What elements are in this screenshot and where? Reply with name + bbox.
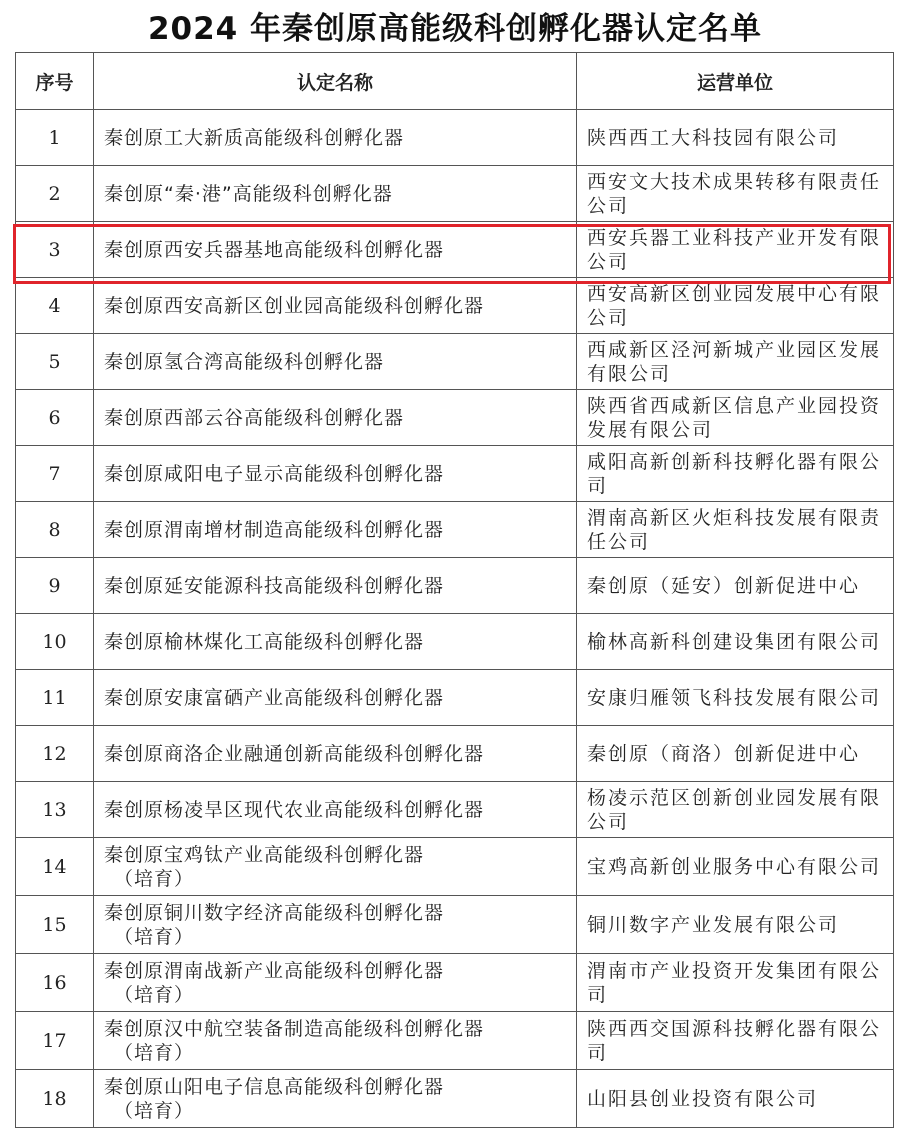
row-cert-name	[94, 278, 577, 334]
cert-name-text: 秦创原汉中航空装备制造高能级科创孵化器	[104, 1017, 485, 1040]
row-number: 4	[16, 278, 94, 334]
cert-name-text: 秦创原榆林煤化工高能级科创孵化器	[104, 630, 425, 653]
row-number: 17	[16, 1012, 94, 1070]
row-cert-name	[94, 1012, 577, 1070]
row-number: 3	[16, 222, 94, 278]
header-no: 序号	[16, 53, 94, 110]
cert-name-text: 秦创原咸阳电子显示高能级科创孵化器	[104, 462, 445, 485]
row-operating-unit: 陕西省西咸新区信息产业园投资发展有限公司	[577, 390, 894, 446]
table-row	[16, 446, 894, 502]
row-operating-unit: 安康归雁领飞科技发展有限公司	[577, 670, 894, 726]
row-number: 6	[16, 390, 94, 446]
row-operating-unit: 西安高新区创业园发展中心有限公司	[577, 278, 894, 334]
row-operating-unit: 秦创原（延安）创新促进中心	[577, 558, 894, 614]
cert-name-text: 秦创原西安高新区创业园高能级科创孵化器	[104, 294, 485, 317]
row-cert-name	[94, 670, 577, 726]
row-cert-name	[94, 614, 577, 670]
row-operating-unit: 渭南市产业投资开发集团有限公司	[577, 954, 894, 1012]
header-name: 认定名称	[94, 53, 577, 110]
row-cert-name	[94, 166, 577, 222]
row-number: 14	[16, 838, 94, 896]
row-cert-name	[94, 390, 577, 446]
table-row	[16, 558, 894, 614]
table-row	[16, 110, 894, 166]
row-number: 15	[16, 896, 94, 954]
row-cert-name	[94, 896, 577, 954]
row-operating-unit: 陕西西工大科技园有限公司	[577, 110, 894, 166]
table-row	[16, 896, 894, 954]
row-number: 9	[16, 558, 94, 614]
row-number: 5	[16, 334, 94, 390]
row-operating-unit: 秦创原（商洛）创新促进中心	[577, 726, 894, 782]
table-row	[16, 166, 894, 222]
table-row	[16, 1070, 894, 1128]
row-number: 10	[16, 614, 94, 670]
cert-name-note: （培育）	[114, 983, 195, 1006]
row-number: 16	[16, 954, 94, 1012]
row-number: 1	[16, 110, 94, 166]
page-title: 2024 年秦创原高能级科创孵化器认定名单	[147, 11, 763, 47]
row-cert-name	[94, 838, 577, 896]
cert-name-text: 秦创原渭南战新产业高能级科创孵化器	[104, 959, 445, 982]
row-operating-unit: 西安兵器工业科技产业开发有限公司	[577, 222, 894, 278]
table-row	[16, 1012, 894, 1070]
table-row	[16, 954, 894, 1012]
row-operating-unit: 榆林高新科创建设集团有限公司	[577, 614, 894, 670]
cert-name-note: （培育）	[114, 1099, 195, 1122]
row-operating-unit: 杨凌示范区创新创业园发展有限公司	[577, 782, 894, 838]
cert-name-text: 秦创原氢合湾高能级科创孵化器	[104, 350, 385, 373]
table-row	[16, 334, 894, 390]
row-cert-name	[94, 954, 577, 1012]
row-cert-name	[94, 502, 577, 558]
cert-name-text: 秦创原商洛企业融通创新高能级科创孵化器	[104, 742, 485, 765]
cert-name-text: 秦创原延安能源科技高能级科创孵化器	[104, 574, 445, 597]
row-operating-unit: 陕西西交国源科技孵化器有限公司	[577, 1012, 894, 1070]
cert-name-text: 秦创原山阳电子信息高能级科创孵化器	[104, 1075, 445, 1098]
row-number: 12	[16, 726, 94, 782]
table-row	[16, 390, 894, 446]
cert-name-text: 秦创原安康富硒产业高能级科创孵化器	[104, 686, 445, 709]
row-operating-unit: 宝鸡高新创业服务中心有限公司	[577, 838, 894, 896]
row-cert-name	[94, 726, 577, 782]
row-cert-name	[94, 222, 577, 278]
table-row	[16, 670, 894, 726]
cert-name-text: 秦创原渭南增材制造高能级科创孵化器	[104, 518, 445, 541]
row-number: 2	[16, 166, 94, 222]
row-cert-name	[94, 558, 577, 614]
row-cert-name	[94, 334, 577, 390]
row-cert-name	[94, 782, 577, 838]
cert-name-text: 秦创原杨凌旱区现代农业高能级科创孵化器	[104, 798, 485, 821]
table-row	[16, 726, 894, 782]
cert-name-text: 秦创原工大新质高能级科创孵化器	[104, 126, 405, 149]
row-cert-name	[94, 110, 577, 166]
table-row	[16, 782, 894, 838]
cert-name-note: （培育）	[114, 867, 195, 890]
table-row	[16, 222, 894, 278]
table-row	[16, 278, 894, 334]
row-operating-unit: 西安文大技术成果转移有限责任公司	[577, 166, 894, 222]
row-number: 7	[16, 446, 94, 502]
row-operating-unit: 渭南高新区火炬科技发展有限责任公司	[577, 502, 894, 558]
certification-table	[15, 52, 894, 1128]
row-cert-name	[94, 1070, 577, 1128]
cert-name-text: 秦创原“秦·港”高能级科创孵化器	[104, 182, 393, 205]
row-operating-unit: 铜川数字产业发展有限公司	[577, 896, 894, 954]
table-row	[16, 838, 894, 896]
cert-name-text: 秦创原宝鸡钛产业高能级科创孵化器	[104, 843, 425, 866]
cert-name-note: （培育）	[114, 925, 195, 948]
row-number: 18	[16, 1070, 94, 1128]
table-header-row	[16, 53, 894, 110]
table-body	[16, 110, 894, 1128]
cert-name-text: 秦创原西部云谷高能级科创孵化器	[104, 406, 405, 429]
cert-name-text: 秦创原铜川数字经济高能级科创孵化器	[104, 901, 445, 924]
cert-name-note: （培育）	[114, 1041, 195, 1064]
header-unit: 运营单位	[577, 53, 894, 110]
row-operating-unit: 山阳县创业投资有限公司	[577, 1070, 894, 1128]
table-row	[16, 614, 894, 670]
row-cert-name	[94, 446, 577, 502]
row-number: 11	[16, 670, 94, 726]
row-number: 13	[16, 782, 94, 838]
row-operating-unit: 西咸新区泾河新城产业园区发展有限公司	[577, 334, 894, 390]
row-number: 8	[16, 502, 94, 558]
table-row	[16, 502, 894, 558]
row-operating-unit: 咸阳高新创新科技孵化器有限公司	[577, 446, 894, 502]
cert-name-text: 秦创原西安兵器基地高能级科创孵化器	[104, 238, 445, 261]
